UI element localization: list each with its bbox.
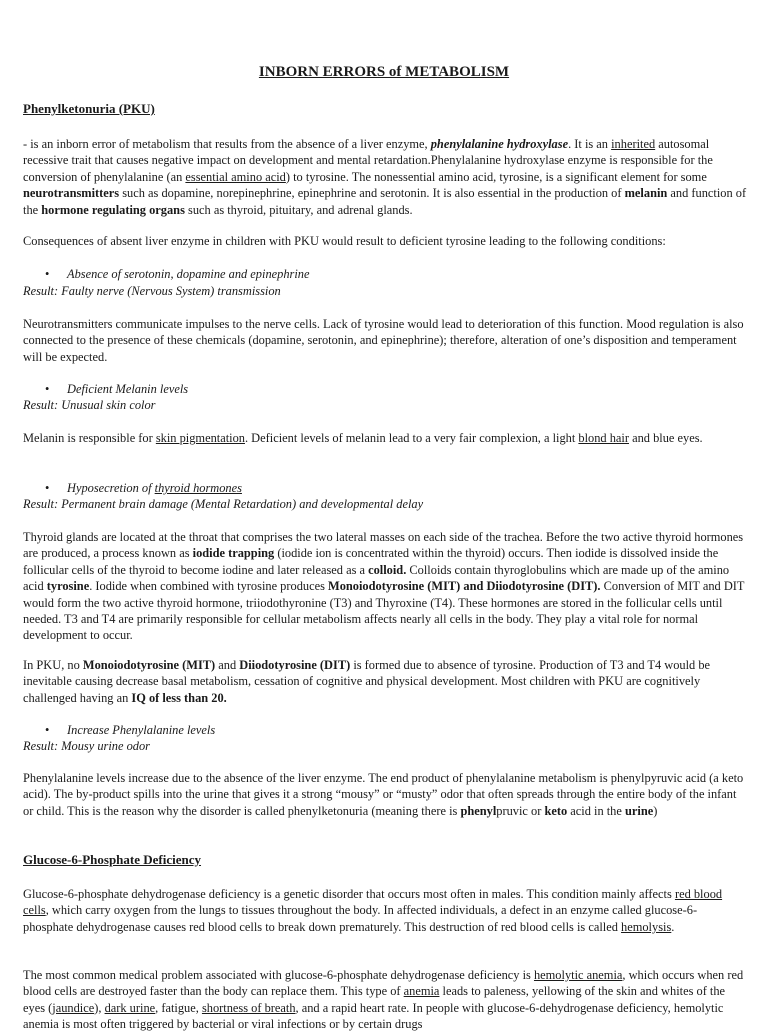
g6pd-paragraph-2: The most common medical problem associated with glucose-6-phosphate dehydrogenase deficiency is hemolytic anemia, which occurs when red blood cells are destroyed faster than the body can replace them. This type of anemia leads to paleness, yellowing of the skin and whites of the eyes (jaundice), dark urine, fatigue, shortness of breath, and a rapid heart rate. In people with glucose-6-dehydrogenase deficiency, hemolytic anemia is most often triggered by bacterial or viral infections or by certain drugs [23,968,744,1032]
g6pd-paragraph-1: Glucose-6-phosphate dehydrogenase deficiency is a genetic disorder that occurs most often in males. This condition mainly affects red blood cells, which carry oxygen from the lungs to tissues throughout the body. In affected individuals, a defect in an enzyme called glucose-6-phosphate dehydrogenase causes red blood cells to break down prematurely. This destruction of red blood cells is called hemolysis. [23,887,723,934]
in-pku-paragraph: In PKU, no Monoiodotyrosine (MIT) and Diiodotyrosine (DIT) is formed due to absence of tyrosine. Production of T3 and T4 would be inevitable causing decrease basal metabolism, cessation of cognitive and physical development. Most children with PKU are cognitively challenged having an IQ of less than 20. [23,658,711,705]
thyroid-hormones-link[interactable]: thyroid hormones [154,481,242,495]
essential-amino-acid-link[interactable]: essential amino acid [185,169,286,184]
result-line: Result: Faulty nerve (Nervous System) transmission [23,284,281,298]
result-line: Result: Permanent brain damage (Mental Retardation) and developmental delay [23,497,424,511]
dark-urine-link[interactable]: dark urine [104,1000,156,1015]
result-line: Result: Mousy urine odor [23,739,150,753]
red-blood-cells-link[interactable]: red blood cells [23,887,723,918]
blond-hair-link[interactable]: blond hair [578,431,629,445]
list-item: • Absence of serotonin, dopamine and epinephrine [45,267,310,281]
melanin-paragraph: Melanin is responsible for skin pigmentation. Deficient levels of melanin lead to a very fair complexion, a light blond hair and blue eyes. [23,431,703,445]
list-item: • Hyposecretion of thyroid hormones [45,481,242,495]
phenylalanine-paragraph: Phenylalanine levels increase due to the absence of the liver enzyme. The end product of phenylalanine metabolism is phenylpyruvic acid (a keto acid). The by-product spills into the urine that gives it a strong “mousy” or “musty” odor that often spreads through the entire body of the infant or child. This is the reason why the disorder is called phenylketonuria (meaning there is phenylpruvic or keto acid in the urine) [23,771,744,818]
list-item: • Deficient Melanin levels [45,382,189,396]
pku-heading: Phenylketonuria (PKU) [23,101,155,116]
pku-intro-paragraph: - is an inborn error of metabolism that results from the absence of a liver enzyme, phenylalanine hydroxylase. It is an inherited autosomal recessive trait that causes negative impact on development and mental retardation.Phenylalanine hydroxylase enzyme is responsible for the conversion of phenylalanine (an essential amino acid) to tyrosine. The nonessential amino acid, tyrosine, is a significant element for some neurotransmitters such as dopamine, norepinephrine, epinephrine and serotonin. It is also essential in the production of melanin and function of the hormone regulating organs such as thyroid, pituitary, and adrenal glands. [23,137,747,217]
anemia-link[interactable]: anemia [403,984,440,999]
g6pd-heading: Glucose-6-Phosphate Deficiency [23,852,202,867]
shortness-of-breath-link[interactable]: shortness of breath [201,1000,296,1015]
hemolytic-anemia-link[interactable]: hemolytic anemia [533,968,623,982]
result-line: Result: Unusual skin color [23,398,156,412]
neurotransmitter-paragraph: Neurotransmitters communicate impulses to the nerve cells. Lack of tyrosine would lead to deterioration of this function. Mood regulation is also connected to the presence of these chemicals (dopamine, serotonin, and epinephrine); therefore, alteration of one’s disposition and temperament will be expected. [23,317,744,364]
document-title: INBORN ERRORS of METABOLISM [258,64,510,80]
consequences-paragraph: Consequences of absent liver enzyme in children with PKU would result to deficient tyrosine leading to the following conditions: [23,234,666,248]
hemolysis-link[interactable]: hemolysis [621,919,672,934]
skin-pigmentation-link[interactable]: skin pigmentation [155,431,245,445]
jaundice-link[interactable]: jaundice [52,1000,95,1015]
thyroid-paragraph: Thyroid glands are located at the throat that comprises the two lateral masses on each side of the trachea. Before the two active thyroid hormones are produced, a process known as iodide trapping (iodide ion is concentrated within the thyroid) occurs. Then iodide is dissolved inside the follicular cells of the thyroid to become iodine and later released as a colloid. Colloids contain thyroglobulins which are made up of the amino acid tyrosine. Iodide when combined with tyrosine produces Monoiodotyrosine (MIT) and Diiodotyrosine (DIT). Conversion of MIT and DIT would form the two active thyroid hormone, triiodothyronine (T3) and Thyroxine (T4). These hormones are stored in the follicular cells until needed. T3 and T4 are primarily responsible for cellular metabolism affects nearly all cells in the body. They play a vital role for normal development to occur. [23,530,745,643]
list-item: • Increase Phenylalanine levels [45,723,216,737]
inherited-link[interactable]: inherited [611,137,656,151]
